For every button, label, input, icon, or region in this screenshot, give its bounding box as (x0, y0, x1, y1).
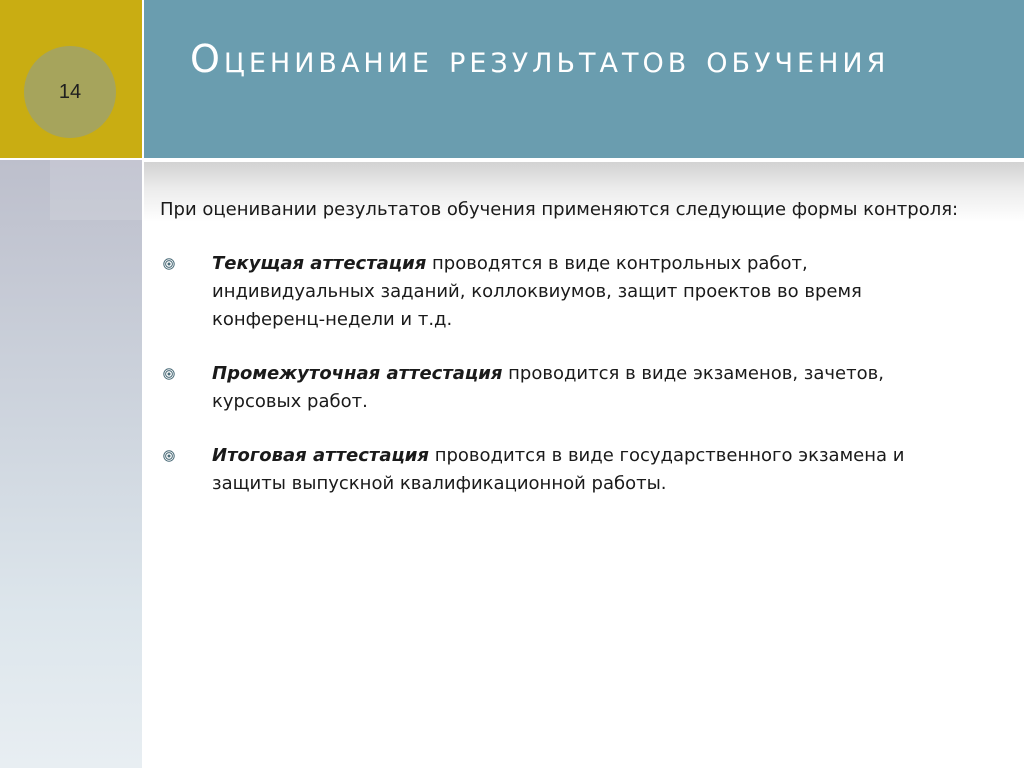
item-description: проводится в виде государственного экзамена и защиты выпускной квалификационной работы. (212, 445, 905, 494)
left-decorative-strip (0, 160, 142, 768)
intro-text: При оценивании результатов обучения применяются следующие формы контроля: (160, 199, 959, 220)
concentric-circles-icon (163, 450, 175, 462)
slide-number-block (0, 0, 142, 158)
page-title: Оценивание результатов обучения (190, 37, 890, 81)
list-item (160, 442, 960, 498)
item-description: проводятся в виде контрольных работ, индивидуальных заданий, коллоквиумов, защит проектов во время конференц-недели и т.д. (212, 253, 862, 330)
bullet-list (160, 250, 960, 498)
item-term: Текущая аттестация (212, 253, 427, 274)
list-item (160, 250, 960, 334)
list-item (160, 360, 960, 416)
slide-number-badge (24, 46, 116, 138)
item-description: проводится в виде экзаменов, зачетов, курсовых работ. (212, 363, 884, 412)
title-bar (144, 0, 1024, 158)
slide-content (160, 196, 960, 524)
concentric-circles-icon (163, 368, 175, 380)
item-term: Итоговая аттестация (212, 445, 429, 466)
strip-highlight (50, 160, 142, 220)
item-term: Промежуточная аттестация (212, 363, 503, 384)
concentric-circles-icon (163, 258, 175, 270)
slide-number: 14 (58, 80, 82, 103)
